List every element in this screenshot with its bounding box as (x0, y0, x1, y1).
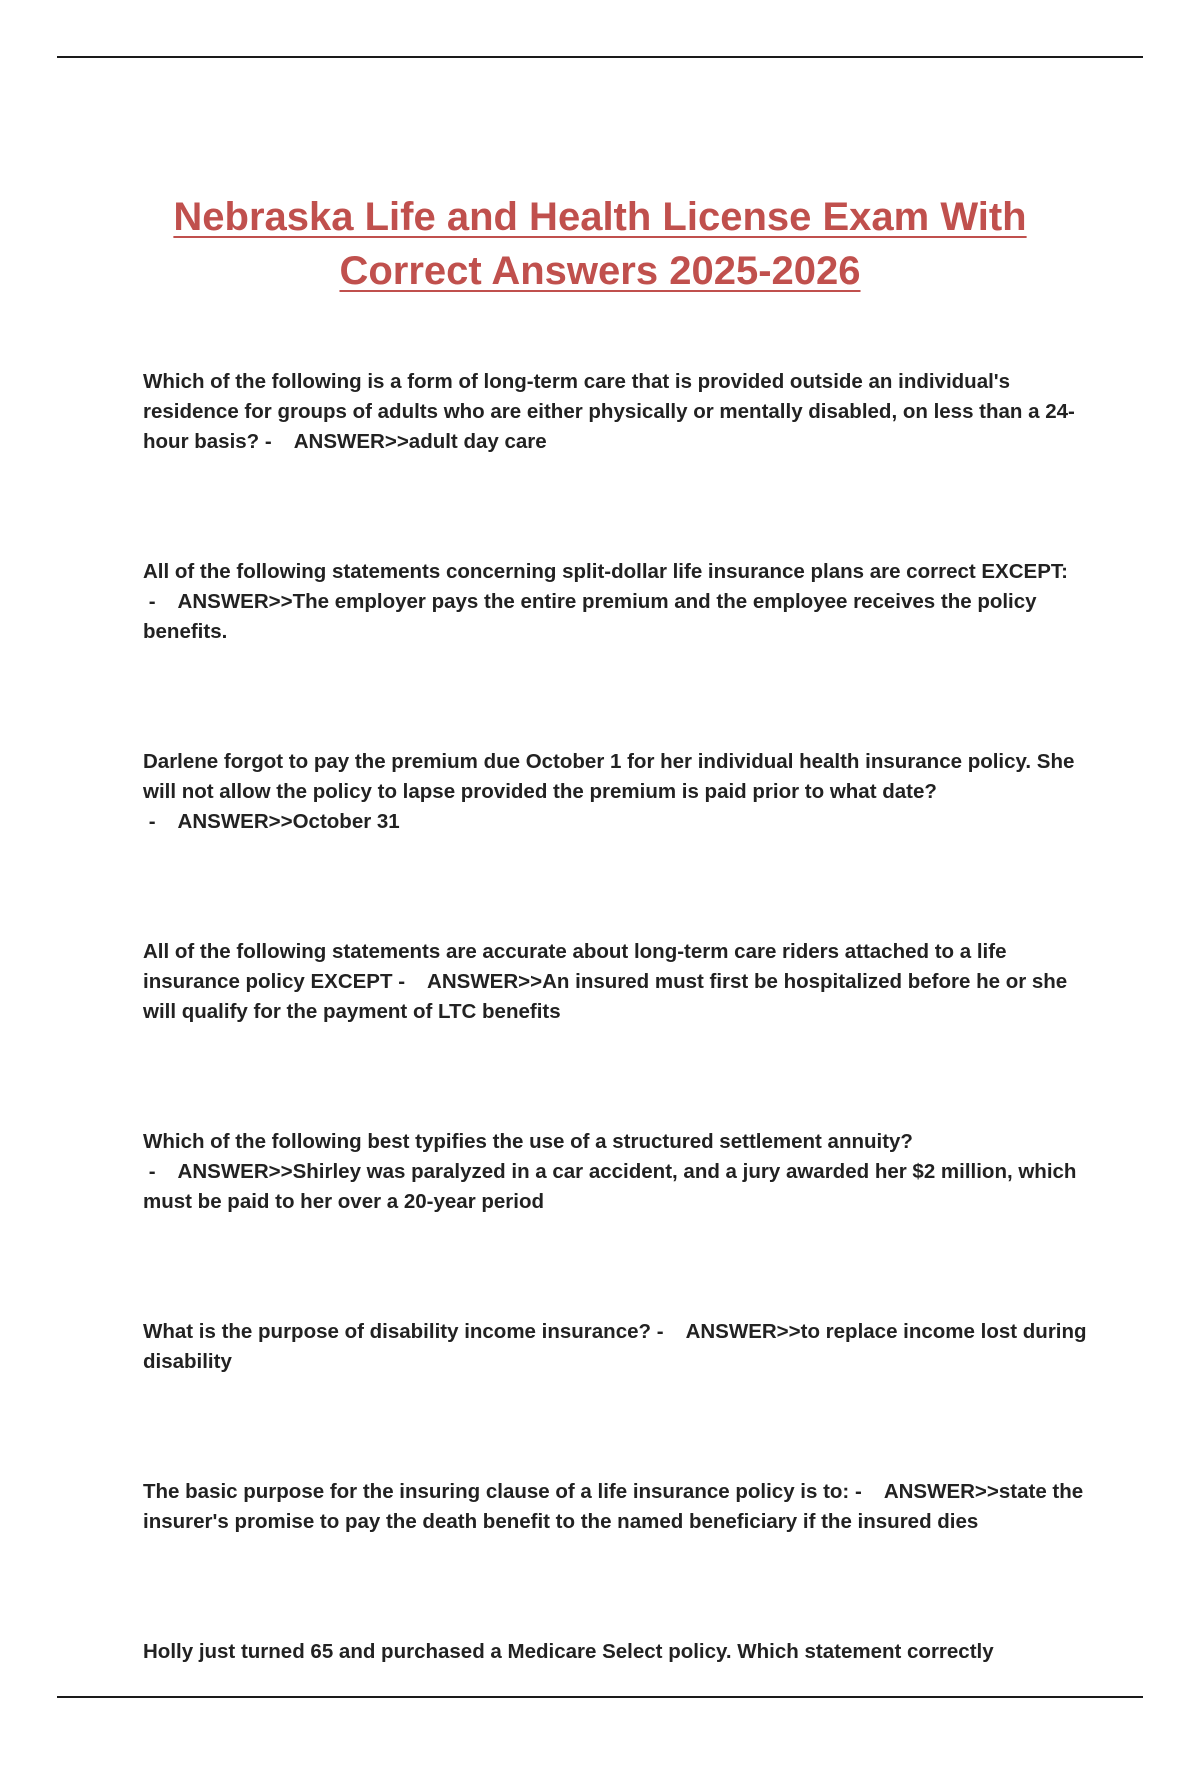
answer-text: ANSWER>>Shirley was paralyzed in a car accident, and a jury awarded her $2 million, which must be paid to her over a 20-year period (143, 1160, 1077, 1213)
answer-text: ANSWER>>An insured must first be hospitalized before he or she will qualify for the payment of LTC benefits (143, 970, 1068, 1023)
separator: - (849, 1480, 884, 1503)
qa-item (143, 1477, 1093, 1537)
separator: - (392, 970, 428, 993)
qa-item (143, 1317, 1093, 1377)
qa-item (143, 1127, 1093, 1217)
top-rule (57, 56, 1143, 58)
question-text: Darlene forgot to pay the premium due October 1 for her individual health insurance policy. She will not allow the policy to lapse provided the premium is paid prior to what date? (143, 750, 1075, 803)
separator: - (143, 1160, 178, 1183)
question-text: Which of the following is a form of long-term care that is provided outside an individual's residence for groups of adults who are either physically or mentally disabled, on less than a 24-hour basis? (143, 370, 1075, 453)
answer-text: ANSWER>>October 31 (177, 810, 400, 833)
qa-item (143, 937, 1093, 1027)
question-text: All of the following statements concerning split-dollar life insurance plans are correct EXCEPT: (143, 560, 1068, 583)
answer-text: ANSWER>>state the insurer's promise to pay the death benefit to the named beneficiary if the insured dies (143, 1480, 1084, 1533)
separator: - (143, 810, 178, 833)
question-text: All of the following statements are accurate about long-term care riders attached to a life insurance policy EXCEPT (143, 940, 1007, 993)
qa-item (143, 557, 1093, 647)
qa-item (143, 747, 1093, 837)
answer-text: ANSWER>>adult day care (293, 430, 547, 453)
qa-list (143, 367, 1093, 1767)
trailing-question: Holly just turned 65 and purchased a Medicare Select policy. Which statement correctly (143, 1640, 994, 1663)
separator: - (259, 430, 294, 453)
question-text: Which of the following best typifies the use of a structured settlement annuity? (143, 1130, 913, 1153)
answer-text: ANSWER>>to replace income lost during disability (143, 1320, 1087, 1373)
separator: - (143, 590, 178, 613)
qa-item (143, 367, 1093, 457)
answer-text: ANSWER>>The employer pays the entire premium and the employee receives the policy benefits. (143, 590, 1037, 643)
question-text: What is the purpose of disability income insurance? (143, 1320, 652, 1343)
bottom-rule (57, 1696, 1143, 1698)
document-title: Nebraska Life and Health License Exam With Correct Answers 2025-2026 (173, 195, 1027, 293)
separator: - (651, 1320, 686, 1343)
question-text: The basic purpose for the insuring clause of a life insurance policy is to: (143, 1480, 850, 1503)
